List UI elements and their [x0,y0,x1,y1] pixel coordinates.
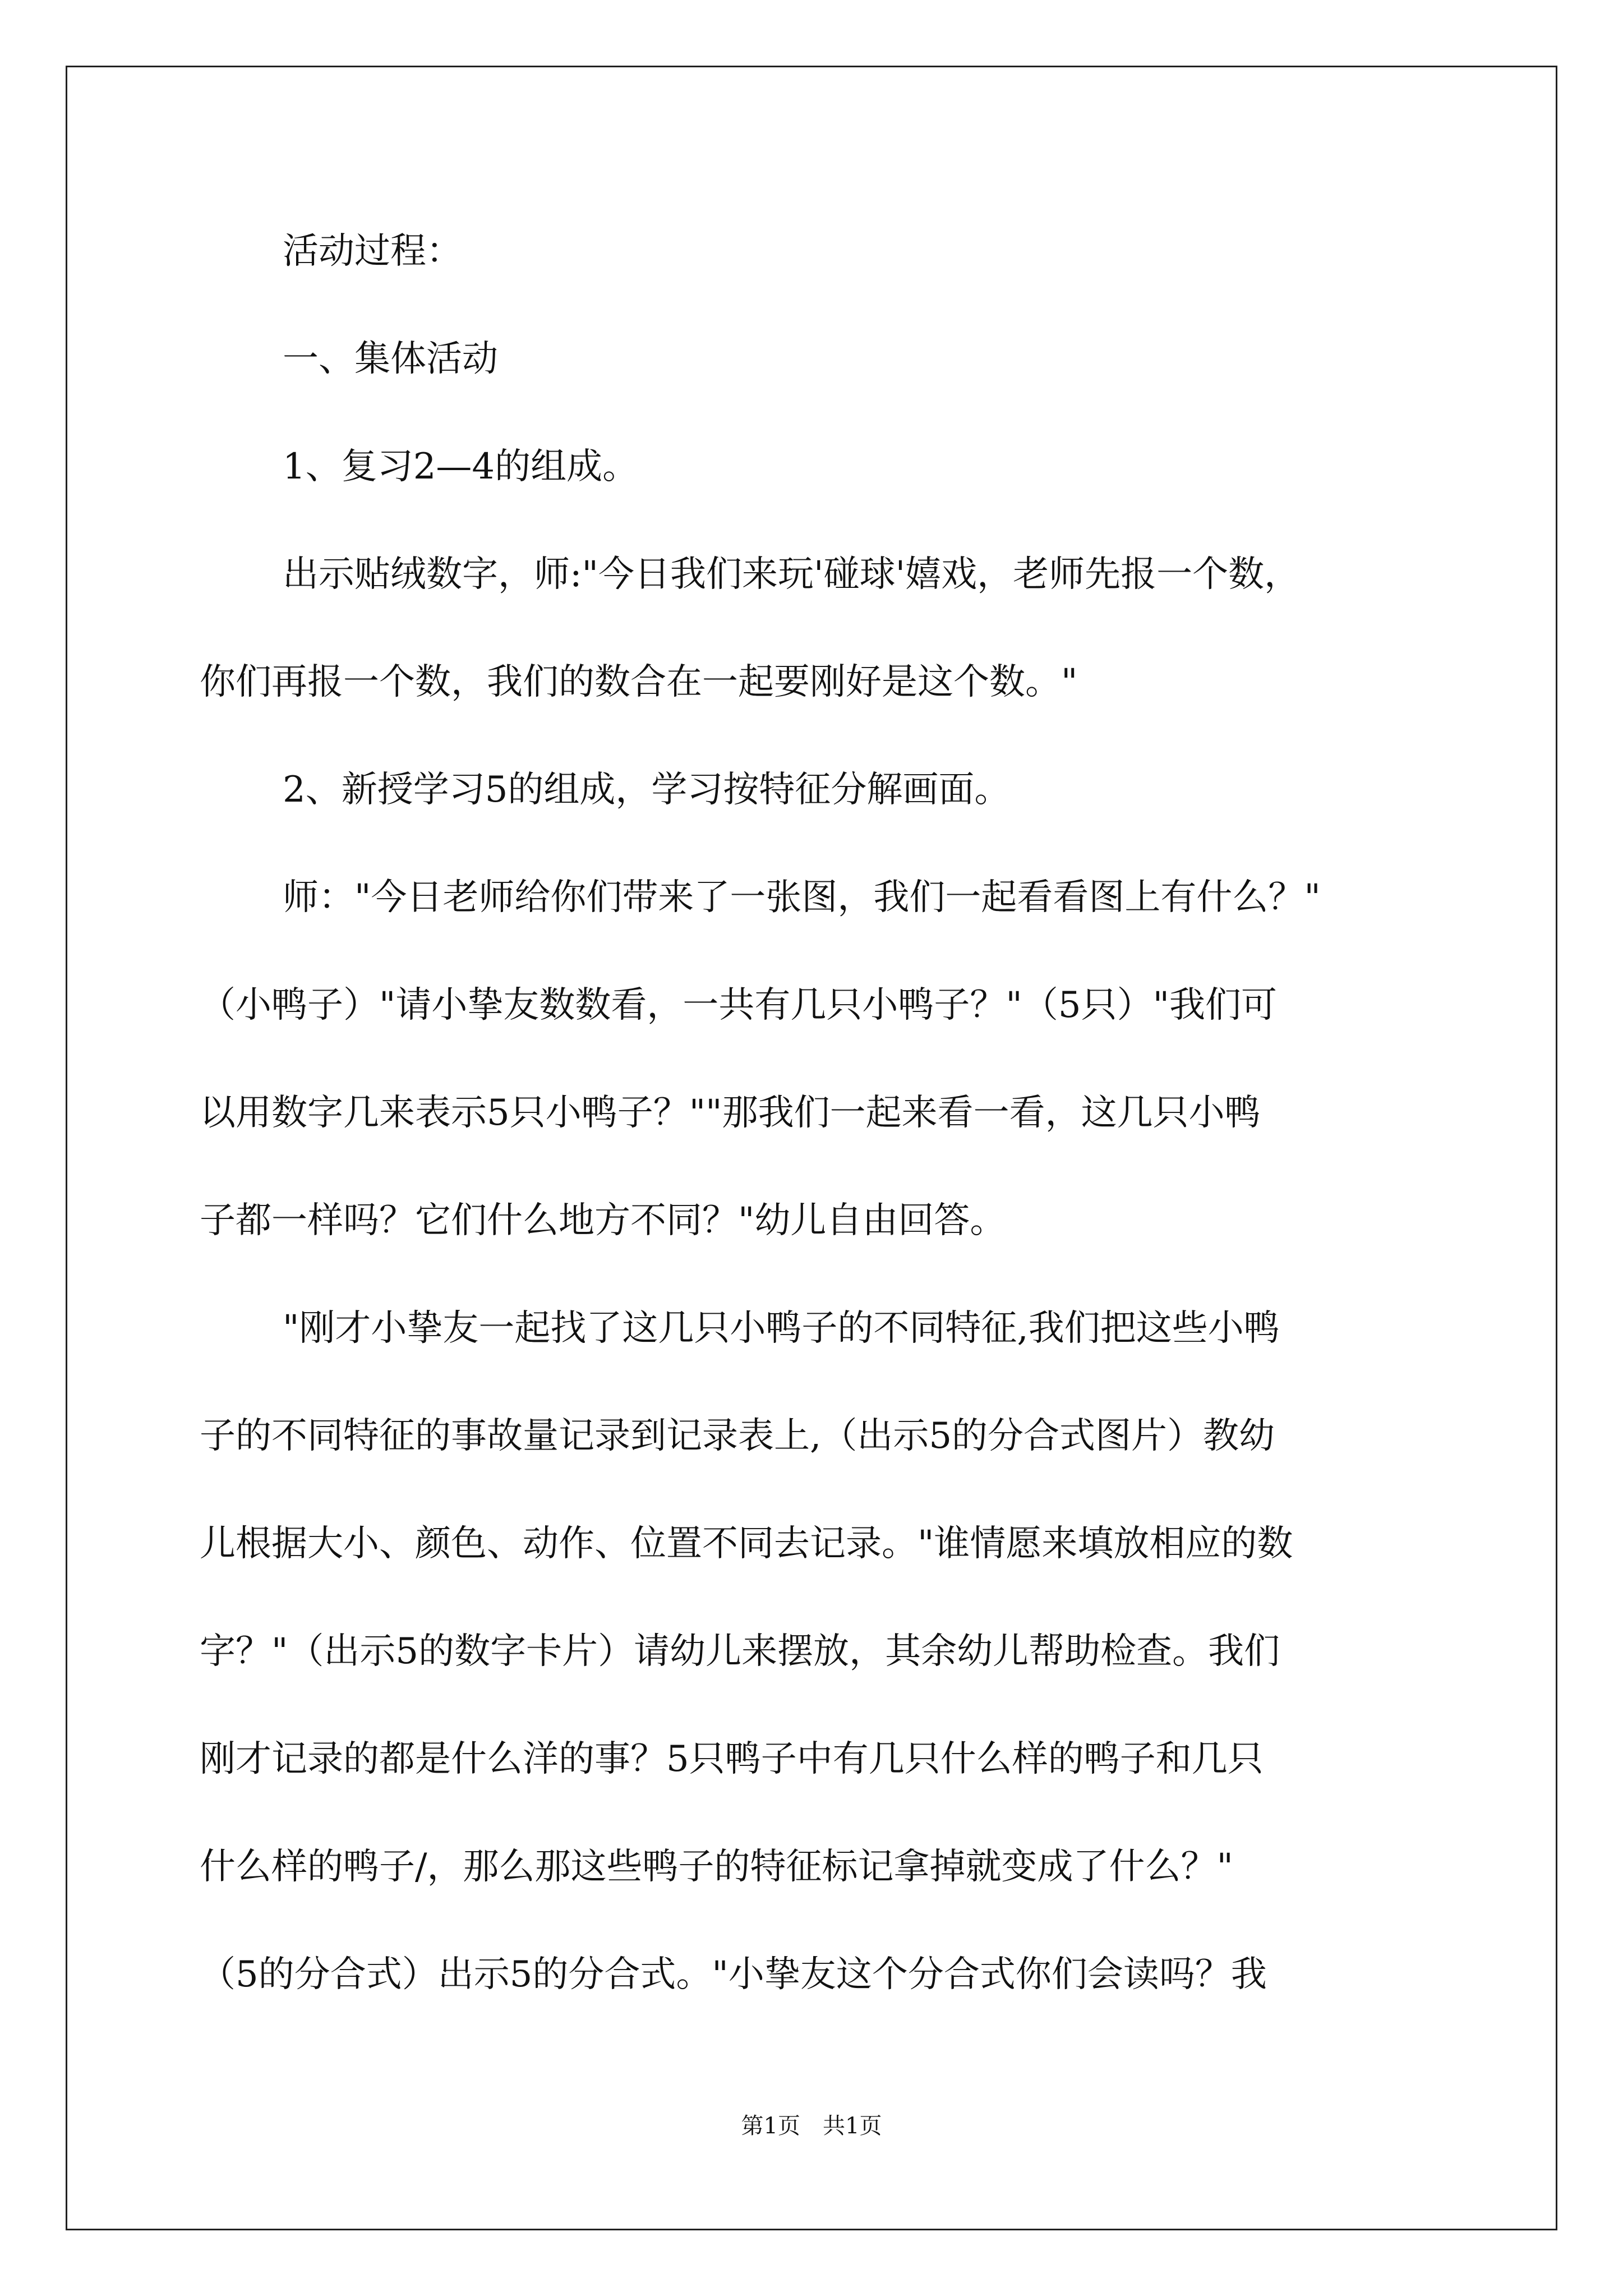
section-heading: 一、集体活动 [283,338,498,380]
page-footer: 第1页 共1页 [741,2113,882,2139]
text-line: （5的分合式）出示5的分合式。"小挚友这个分合式你们会读吗？我 [200,1954,1267,1995]
text-line: 子都一样吗？它们什么地方不同？"幼儿自由回答。 [200,1200,1006,1241]
page-border [66,66,1557,2230]
text-line: 2、新授学习5的组成，学习按特征分解画面。 [283,769,1011,811]
text-line: 师："今日老师给你们带来了一张图，我们一起看看图上有什么？" [283,877,1321,918]
text-line: 1、复习2—4的组成。 [283,446,639,487]
text-line: 子的不同特征的事故量记录到记录表上,（出示5的分合式图片）教幼 [200,1415,1275,1457]
text-line: 儿根据大小、颜色、动作、位置不同去记录。"谁情愿来填放相应的数 [200,1523,1293,1565]
text-line: 字？"（出示5的数字卡片）请幼儿来摆放，其余幼儿帮助检查。我们 [200,1631,1280,1672]
text-line: 以用数字几来表示5只小鸭子？""那我们一起来看一看，这几只小鸭 [200,1092,1261,1134]
text-line: 活动过程： [283,231,462,272]
text-line: 什么样的鸭子/，那么那这些鸭子的特征标记拿掉就变成了什么？" [200,1846,1233,1888]
text-line: 刚才记录的都是什么洋的事？5只鸭子中有几只什么样的鸭子和几只 [200,1738,1264,1780]
text-line: （小鸭子）"请小挚友数数看，一共有几只小鸭子？"（5只）"我们可 [200,984,1278,1026]
text-line: 你们再报一个数，我们的数合在一起要刚好是这个数。" [200,661,1078,703]
text-line: "刚才小挚友一起找了这几只小鸭子的不同特征,我们把这些小鸭 [283,1308,1280,1349]
text-line: 出示贴绒数字，师:"今日我们来玩'碰球'嬉戏，老师先报一个数， [283,554,1301,595]
